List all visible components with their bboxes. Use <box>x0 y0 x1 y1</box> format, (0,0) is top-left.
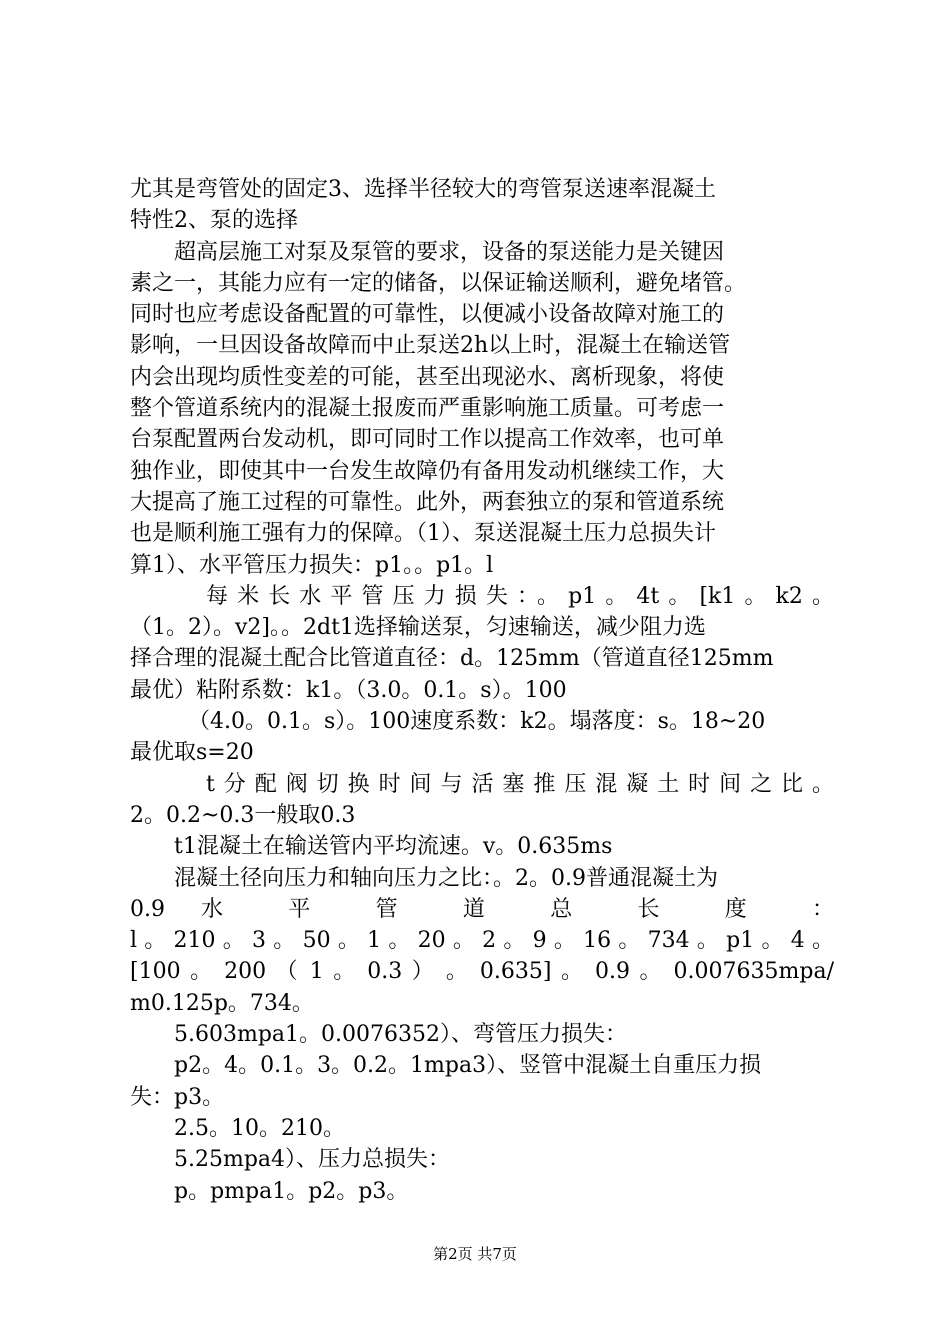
text-line: （1。2）。v2]。。2dt1选择输送泵，匀速输送，减少阻力选 <box>130 615 706 641</box>
text-line: 独作业，即使其中一台发生故障仍有备用发动机继续工作，大 <box>130 458 725 484</box>
paragraph-start-line: p2。4。0.1。3。0.2。1mpa3）、竖管中混凝土自重压力损 <box>174 1053 762 1079</box>
text-line: 特性2、泵的选择 <box>130 208 298 234</box>
text-line: 也是顺利施工强有力的保障。（1）、泵送混凝土压力总损失计 <box>130 521 716 547</box>
text-line: m0.125p。734。 <box>130 990 314 1016</box>
text-line: 影响，一旦因设备故障而中止泵送2h以上时，混凝土在输送管 <box>130 333 731 359</box>
paragraph-start-line: t分配阀切换时间与活塞推压混凝土时间之比。 <box>206 771 834 797</box>
text-line: [100 。 200 （ 1 。 0.3 ） 。 0.635] 。 0.9 。 0.007635mpa/ <box>130 959 834 985</box>
paragraph-start-line: 5.603mpa1。0.0076352）、弯管压力损失： <box>174 1022 628 1048</box>
paragraph-start-line: 混凝土径向压力和轴向压力之比：。2。0.9普通混凝土为 <box>174 865 718 891</box>
paragraph-start-line: p。pmpa1。p2。p3。 <box>174 1178 409 1204</box>
text-line: 2。0.2~0.3一般取0.3 <box>130 802 356 828</box>
text-line: 素之一，其能力应有一定的储备，以保证输送顺利，避免堵管。 <box>130 270 747 296</box>
text-line: 择合理的混凝土配合比管道直径：d。125mm（管道直径125mm <box>130 646 774 672</box>
page-number-footer: 第2页 共7页 <box>433 1245 517 1263</box>
text-line: l。210。3。50。1。20。2。9。16。734。p1。4。 <box>130 928 834 954</box>
text-line: 最优取s=20 <box>130 740 254 766</box>
text-line: 尤其是弯管处的固定3、选择半径较大的弯管泵送速率混凝土 <box>130 177 716 202</box>
text-line: 整个管道系统内的混凝土报废而严重影响施工质量。可考虑一 <box>130 396 725 422</box>
text-line: 同时也应考虑设备配置的可靠性，以便减小设备故障对施工的 <box>130 302 725 328</box>
document-body <box>130 174 834 1207</box>
text-line: 算1）、水平管压力损失：p1。。p1。l <box>130 552 494 578</box>
text-line: 失：p3。 <box>130 1084 225 1110</box>
paragraph-start-line: 5.25mpa4）、压力总损失： <box>174 1147 451 1173</box>
text-line: 最优）粘附系数：k1。（3.0。0.1。s）。100 <box>130 677 567 703</box>
text-line: 0.9 水 平 管 道 总 长 度 ： <box>130 896 834 922</box>
text-line: 台泵配置两台发动机，即可同时工作以提高工作效率，也可单 <box>130 427 725 453</box>
paragraph-start-line: 超高层施工对泵及泵管的要求，设备的泵送能力是关键因 <box>174 239 725 265</box>
paragraph-start-line: 每米长水平管压力损失：。p1。4t。[k1。k2。 <box>206 583 834 609</box>
text-line: 内会出现均质性变差的可能，甚至出现泌水、离析现象，将使 <box>130 364 725 390</box>
paragraph-start-line: 2.5。10。210。 <box>174 1115 345 1141</box>
text-line: 大提高了施工过程的可靠性。此外，两套独立的泵和管道系统 <box>130 489 725 515</box>
paragraph-start-line: （4.0。0.1。s）。100速度系数：k2。塌落度：s。18~20 <box>188 709 766 735</box>
paragraph-start-line: t1混凝土在输送管内平均流速。v。0.635ms <box>174 834 613 860</box>
